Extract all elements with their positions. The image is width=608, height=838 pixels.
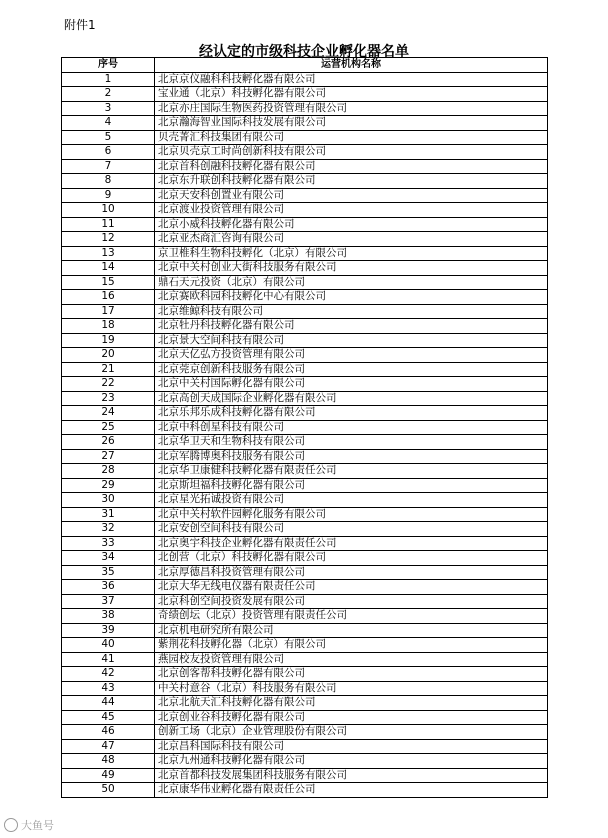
operator-name: 北京创客帮科技孵化器有限公司 <box>155 667 548 682</box>
row-number: 38 <box>62 609 155 624</box>
document-title: 经认定的市级科技企业孵化器名单 <box>199 44 409 60</box>
row-number: 35 <box>62 565 155 580</box>
row-number: 42 <box>62 667 155 682</box>
table-row <box>62 536 548 551</box>
table-row <box>62 696 548 711</box>
row-number: 47 <box>62 739 155 754</box>
row-number: 5 <box>62 130 155 145</box>
operator-name: 北京中关村创业大街科技服务有限公司 <box>155 261 548 276</box>
operator-name: 北京京仪融科科技孵化器有限公司 <box>155 72 548 87</box>
row-number: 6 <box>62 145 155 160</box>
operator-name: 紫荆花科技孵化器（北京）有限公司 <box>155 638 548 653</box>
incubator-table <box>61 57 548 798</box>
column-header-number: 序号 <box>62 58 155 73</box>
table-row <box>62 333 548 348</box>
operator-name: 北京高创天成国际企业孵化器有限公司 <box>155 391 548 406</box>
row-number: 46 <box>62 725 155 740</box>
row-number: 27 <box>62 449 155 464</box>
row-number: 10 <box>62 203 155 218</box>
operator-name: 北京首都科技发展集团科技服务有限公司 <box>155 768 548 783</box>
row-number: 14 <box>62 261 155 276</box>
operator-name: 北京瀚海智业国际科技发展有限公司 <box>155 116 548 131</box>
operator-name: 京卫椎科生物科技孵化（北京）有限公司 <box>155 246 548 261</box>
operator-name: 北京大华无线电仪器有限责任公司 <box>155 580 548 595</box>
operator-name: 北京华卫天和生物科技有限公司 <box>155 435 548 450</box>
table-row <box>62 739 548 754</box>
row-number: 36 <box>62 580 155 595</box>
row-number: 49 <box>62 768 155 783</box>
row-number: 21 <box>62 362 155 377</box>
table-row <box>62 72 548 87</box>
table-row <box>62 116 548 131</box>
table-row <box>62 725 548 740</box>
operator-name: 北京星光拓诚投资有限公司 <box>155 493 548 508</box>
watermark <box>4 817 54 833</box>
operator-name: 北京天亿弘方投资管理有限公司 <box>155 348 548 363</box>
table-row <box>62 667 548 682</box>
row-number: 34 <box>62 551 155 566</box>
row-number: 4 <box>62 116 155 131</box>
row-number: 19 <box>62 333 155 348</box>
table-row <box>62 348 548 363</box>
operator-name: 北京赛欧科园科技孵化中心有限公司 <box>155 290 548 305</box>
row-number: 26 <box>62 435 155 450</box>
table-row <box>62 304 548 319</box>
row-number: 18 <box>62 319 155 334</box>
table-row <box>62 623 548 638</box>
table-row <box>62 783 548 798</box>
row-number: 30 <box>62 493 155 508</box>
table-row <box>62 275 548 290</box>
table-row <box>62 174 548 189</box>
operator-name: 北京小威科技孵化器有限公司 <box>155 217 548 232</box>
table-row <box>62 478 548 493</box>
operator-name: 北京亚杰商汇咨询有限公司 <box>155 232 548 247</box>
row-number: 29 <box>62 478 155 493</box>
row-number: 23 <box>62 391 155 406</box>
operator-name: 北京机电研究所有限公司 <box>155 623 548 638</box>
row-number: 40 <box>62 638 155 653</box>
table-row <box>62 522 548 537</box>
operator-name: 奇绩创坛（北京）投资管理有限责任公司 <box>155 609 548 624</box>
row-number: 48 <box>62 754 155 769</box>
row-number: 37 <box>62 594 155 609</box>
table-row <box>62 420 548 435</box>
operator-name: 北京牡丹科技孵化器有限公司 <box>155 319 548 334</box>
row-number: 25 <box>62 420 155 435</box>
operator-name: 北京厚德昌科投资管理有限公司 <box>155 565 548 580</box>
table-row <box>62 580 548 595</box>
operator-name: 鼎石天元投资（北京）有限公司 <box>155 275 548 290</box>
table-row <box>62 362 548 377</box>
row-number: 50 <box>62 783 155 798</box>
table-body <box>62 72 548 797</box>
row-number: 9 <box>62 188 155 203</box>
operator-name: 贝壳菁汇科技集团有限公司 <box>155 130 548 145</box>
table-row <box>62 406 548 421</box>
operator-name: 北京斯坦福科技孵化器有限公司 <box>155 478 548 493</box>
column-header-name: 运营机构名称 <box>155 58 548 73</box>
row-number: 43 <box>62 681 155 696</box>
attachment-label: 附件1 <box>64 18 96 32</box>
operator-name: 中关村意谷（北京）科技服务有限公司 <box>155 681 548 696</box>
table-row <box>62 203 548 218</box>
operator-name: 北京安创空间科技有限公司 <box>155 522 548 537</box>
table-row <box>62 377 548 392</box>
row-number: 20 <box>62 348 155 363</box>
row-number: 17 <box>62 304 155 319</box>
table-row <box>62 217 548 232</box>
table-row <box>62 507 548 522</box>
operator-name: 北京亦庄国际生物医药投资管理有限公司 <box>155 101 548 116</box>
row-number: 28 <box>62 464 155 479</box>
row-number: 22 <box>62 377 155 392</box>
table-row <box>62 101 548 116</box>
operator-name: 北京军腾博奥科技服务有限公司 <box>155 449 548 464</box>
table-row <box>62 681 548 696</box>
row-number: 39 <box>62 623 155 638</box>
row-number: 12 <box>62 232 155 247</box>
row-number: 32 <box>62 522 155 537</box>
operator-name: 北京首科创融科技孵化器有限公司 <box>155 159 548 174</box>
table-header-row <box>62 58 548 73</box>
table-row <box>62 449 548 464</box>
operator-name: 北京渡业投资管理有限公司 <box>155 203 548 218</box>
table-row <box>62 565 548 580</box>
operator-name: 北京东升联创科技孵化器有限公司 <box>155 174 548 189</box>
operator-name: 北京中科创星科技有限公司 <box>155 420 548 435</box>
table-row <box>62 754 548 769</box>
table-row <box>62 319 548 334</box>
row-number: 16 <box>62 290 155 305</box>
row-number: 31 <box>62 507 155 522</box>
table-row <box>62 464 548 479</box>
table-row <box>62 159 548 174</box>
row-number: 41 <box>62 652 155 667</box>
operator-name: 北京奥宇科技企业孵化器有限责任公司 <box>155 536 548 551</box>
row-number: 33 <box>62 536 155 551</box>
table-row <box>62 551 548 566</box>
logo-icon <box>4 818 18 832</box>
table-row <box>62 652 548 667</box>
operator-name: 北京九州通科技孵化器有限公司 <box>155 754 548 769</box>
row-number: 2 <box>62 87 155 102</box>
operator-name: 北京科创空间投资发展有限公司 <box>155 594 548 609</box>
row-number: 7 <box>62 159 155 174</box>
table-row <box>62 290 548 305</box>
table-row <box>62 246 548 261</box>
operator-name: 北京中关村软件园孵化服务有限公司 <box>155 507 548 522</box>
operator-name: 燕园校友投资管理有限公司 <box>155 652 548 667</box>
table-row <box>62 435 548 450</box>
table-row <box>62 145 548 160</box>
table-row <box>62 638 548 653</box>
row-number: 1 <box>62 72 155 87</box>
operator-name: 宝业通（北京）科技孵化器有限公司 <box>155 87 548 102</box>
table-row <box>62 261 548 276</box>
operator-name: 北京维鲸科技有限公司 <box>155 304 548 319</box>
row-number: 44 <box>62 696 155 711</box>
operator-name: 北京莞京创新科技服务有限公司 <box>155 362 548 377</box>
table-row <box>62 130 548 145</box>
table-row <box>62 609 548 624</box>
operator-name: 北京乐邦乐成科技孵化器有限公司 <box>155 406 548 421</box>
operator-name: 北京景大空间科技有限公司 <box>155 333 548 348</box>
table-row <box>62 768 548 783</box>
row-number: 13 <box>62 246 155 261</box>
table-row <box>62 493 548 508</box>
operator-name: 北京北航天汇科技孵化器有限公司 <box>155 696 548 711</box>
table-row <box>62 391 548 406</box>
operator-name: 北京华卫康健科技孵化器有限责任公司 <box>155 464 548 479</box>
row-number: 45 <box>62 710 155 725</box>
operator-name: 北京中关村国际孵化器有限公司 <box>155 377 548 392</box>
watermark-text: 大鱼号 <box>21 819 54 832</box>
row-number: 24 <box>62 406 155 421</box>
operator-name: 创新工场（北京）企业管理股份有限公司 <box>155 725 548 740</box>
table-row <box>62 594 548 609</box>
table-row <box>62 710 548 725</box>
row-number: 15 <box>62 275 155 290</box>
operator-name: 北京康华伟业孵化器有限责任公司 <box>155 783 548 798</box>
operator-name: 北京昌科国际科技有限公司 <box>155 739 548 754</box>
operator-name: 北京天安科创置业有限公司 <box>155 188 548 203</box>
table-row <box>62 87 548 102</box>
table-row <box>62 188 548 203</box>
row-number: 11 <box>62 217 155 232</box>
operator-name: 北京贝壳京工时尚创新科技有限公司 <box>155 145 548 160</box>
row-number: 3 <box>62 101 155 116</box>
operator-name: 北京创业谷科技孵化器有限公司 <box>155 710 548 725</box>
operator-name: 北创营（北京）科技孵化器有限公司 <box>155 551 548 566</box>
row-number: 8 <box>62 174 155 189</box>
table-row <box>62 232 548 247</box>
